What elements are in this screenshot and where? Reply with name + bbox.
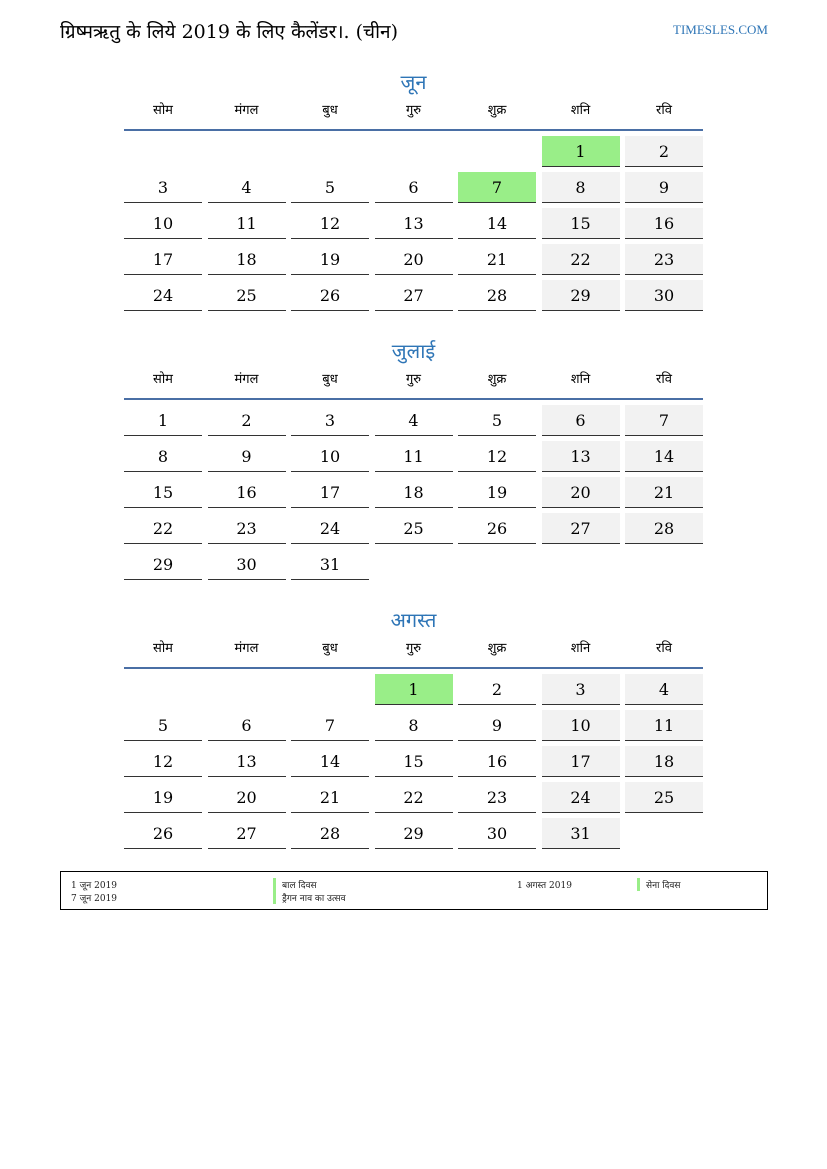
day-cell: 27 [375, 280, 453, 311]
day-cell: 2 [458, 674, 536, 705]
day-cell: 5 [124, 710, 202, 741]
day-cell: 16 [458, 746, 536, 777]
day-cell: 29 [375, 818, 453, 849]
day-cell: 25 [625, 782, 703, 813]
day-cell: 30 [208, 549, 286, 580]
day-cell: 25 [208, 280, 286, 311]
day-cell: 10 [124, 208, 202, 239]
day-cell: 27 [542, 513, 620, 544]
weekday-label: शुक्र [487, 103, 507, 118]
day-cell: 3 [291, 405, 369, 436]
day-cell: 5 [291, 172, 369, 203]
day-cell: 6 [542, 405, 620, 436]
weekday-label: गुरु [405, 372, 422, 387]
day-cell: 26 [124, 818, 202, 849]
day-cell: 11 [208, 208, 286, 239]
month-august [124, 605, 703, 854]
day-cell: 2 [208, 405, 286, 436]
day-cell: 23 [625, 244, 703, 275]
legend-date: 1 जून 2019 [71, 881, 118, 891]
day-cell: 8 [124, 441, 202, 472]
week-row [124, 549, 703, 585]
empty-day-cell [625, 818, 703, 849]
day-cell: 14 [291, 746, 369, 777]
month-june [124, 67, 703, 316]
weekday-label: मंगल [234, 103, 259, 118]
week-row [124, 782, 703, 818]
day-cell: 14 [458, 208, 536, 239]
day-cell: 13 [375, 208, 453, 239]
weekday-label: शनि [570, 372, 591, 387]
day-cell: 1 [124, 405, 202, 436]
day-cell: 22 [542, 244, 620, 275]
day-cell: 19 [291, 244, 369, 275]
day-cell: 10 [542, 710, 620, 741]
weekday-label: सोम [153, 103, 173, 118]
day-cell: 18 [208, 244, 286, 275]
week-row [124, 441, 703, 477]
day-cell: 13 [542, 441, 620, 472]
day-cell: 21 [291, 782, 369, 813]
day-cell: 24 [291, 513, 369, 544]
empty-day-cell [458, 549, 536, 580]
day-cell: 17 [124, 244, 202, 275]
month-title: अगस्त [390, 608, 437, 632]
page-title: ग्रिष्मऋतु के लिये 2019 के लिए कैलेंडर।. (चीन) [60, 21, 398, 43]
weekday-header-row [124, 366, 703, 400]
day-cell: 14 [625, 441, 703, 472]
day-cell: 16 [625, 208, 703, 239]
day-cell: 31 [291, 549, 369, 580]
holiday-day-cell: 1 [375, 674, 453, 705]
day-cell: 27 [208, 818, 286, 849]
day-cell: 19 [458, 477, 536, 508]
month-title: जून [400, 70, 427, 94]
day-cell: 8 [542, 172, 620, 203]
empty-day-cell [458, 136, 536, 167]
weekday-label: सोम [153, 372, 173, 387]
day-cell: 28 [625, 513, 703, 544]
day-cell: 22 [124, 513, 202, 544]
day-cell: 11 [625, 710, 703, 741]
day-cell: 25 [375, 513, 453, 544]
legend-holiday-name: ड्रैगन नाव का उत्सव [273, 891, 346, 904]
day-cell: 17 [542, 746, 620, 777]
week-row [124, 710, 703, 746]
legend-holiday-name: सेना दिवस [637, 878, 680, 891]
site-link[interactable]: TIMESLES.COM [673, 22, 768, 37]
weekday-label: मंगल [234, 641, 259, 656]
weekday-label: शनि [570, 641, 591, 656]
day-cell: 12 [291, 208, 369, 239]
day-cell: 26 [291, 280, 369, 311]
week-row [124, 513, 703, 549]
empty-day-cell [208, 674, 286, 705]
day-cell: 9 [208, 441, 286, 472]
day-cell: 21 [458, 244, 536, 275]
day-cell: 11 [375, 441, 453, 472]
day-cell: 5 [458, 405, 536, 436]
day-cell: 6 [208, 710, 286, 741]
weekday-label: मंगल [234, 372, 259, 387]
day-cell: 10 [291, 441, 369, 472]
weekday-label: शुक्र [487, 372, 507, 387]
week-row [124, 208, 703, 244]
week-row [124, 244, 703, 280]
holiday-day-cell: 1 [542, 136, 620, 167]
day-cell: 3 [542, 674, 620, 705]
day-cell: 7 [625, 405, 703, 436]
week-row [124, 477, 703, 513]
weekday-label: रवि [656, 641, 672, 656]
day-cell: 3 [124, 172, 202, 203]
week-row [124, 172, 703, 208]
day-cell: 16 [208, 477, 286, 508]
weekday-label: बुध [322, 641, 338, 656]
empty-day-cell [124, 136, 202, 167]
day-cell: 30 [458, 818, 536, 849]
day-cell: 15 [375, 746, 453, 777]
weekday-label: बुध [322, 103, 338, 118]
weekday-label: शनि [570, 103, 591, 118]
empty-day-cell [124, 674, 202, 705]
weekday-header-row [124, 97, 703, 131]
day-cell: 4 [625, 674, 703, 705]
day-cell: 2 [625, 136, 703, 167]
weeks-grid [124, 405, 703, 585]
weekday-label: शुक्र [487, 641, 507, 656]
day-cell: 22 [375, 782, 453, 813]
day-cell: 15 [542, 208, 620, 239]
day-cell: 20 [208, 782, 286, 813]
holiday-day-cell: 7 [458, 172, 536, 203]
day-cell: 31 [542, 818, 620, 849]
day-cell: 20 [542, 477, 620, 508]
weekday-header-row [124, 635, 703, 669]
weeks-grid [124, 136, 703, 316]
day-cell: 9 [458, 710, 536, 741]
week-row [124, 818, 703, 854]
legend-holiday-name: बाल दिवस [273, 878, 317, 891]
day-cell: 8 [375, 710, 453, 741]
day-cell: 4 [208, 172, 286, 203]
empty-day-cell [375, 549, 453, 580]
weeks-grid [124, 674, 703, 854]
holiday-legend [60, 871, 768, 910]
week-row [124, 405, 703, 441]
day-cell: 6 [375, 172, 453, 203]
legend-date: 7 जून 2019 [71, 894, 118, 904]
month-title: जुलाई [391, 339, 436, 363]
week-row [124, 136, 703, 172]
weekday-label: रवि [656, 103, 672, 118]
empty-day-cell [375, 136, 453, 167]
day-cell: 23 [458, 782, 536, 813]
week-row [124, 280, 703, 316]
day-cell: 30 [625, 280, 703, 311]
day-cell: 29 [542, 280, 620, 311]
week-row [124, 746, 703, 782]
day-cell: 13 [208, 746, 286, 777]
weekday-label: गुरु [405, 641, 422, 656]
empty-day-cell [291, 136, 369, 167]
day-cell: 18 [625, 746, 703, 777]
day-cell: 12 [458, 441, 536, 472]
day-cell: 21 [625, 477, 703, 508]
day-cell: 17 [291, 477, 369, 508]
day-cell: 24 [542, 782, 620, 813]
day-cell: 28 [291, 818, 369, 849]
month-july [124, 336, 703, 585]
day-cell: 18 [375, 477, 453, 508]
day-cell: 4 [375, 405, 453, 436]
day-cell: 19 [124, 782, 202, 813]
weekday-label: बुध [322, 372, 338, 387]
day-cell: 15 [124, 477, 202, 508]
day-cell: 24 [124, 280, 202, 311]
week-row [124, 674, 703, 710]
empty-day-cell [291, 674, 369, 705]
day-cell: 28 [458, 280, 536, 311]
day-cell: 9 [625, 172, 703, 203]
day-cell: 29 [124, 549, 202, 580]
weekday-label: सोम [153, 641, 173, 656]
day-cell: 23 [208, 513, 286, 544]
day-cell: 12 [124, 746, 202, 777]
empty-day-cell [208, 136, 286, 167]
weekday-label: गुरु [405, 103, 422, 118]
empty-day-cell [625, 549, 703, 580]
day-cell: 7 [291, 710, 369, 741]
day-cell: 20 [375, 244, 453, 275]
empty-day-cell [542, 549, 620, 580]
legend-date: 1 अगस्त 2019 [517, 881, 572, 891]
day-cell: 26 [458, 513, 536, 544]
weekday-label: रवि [656, 372, 672, 387]
